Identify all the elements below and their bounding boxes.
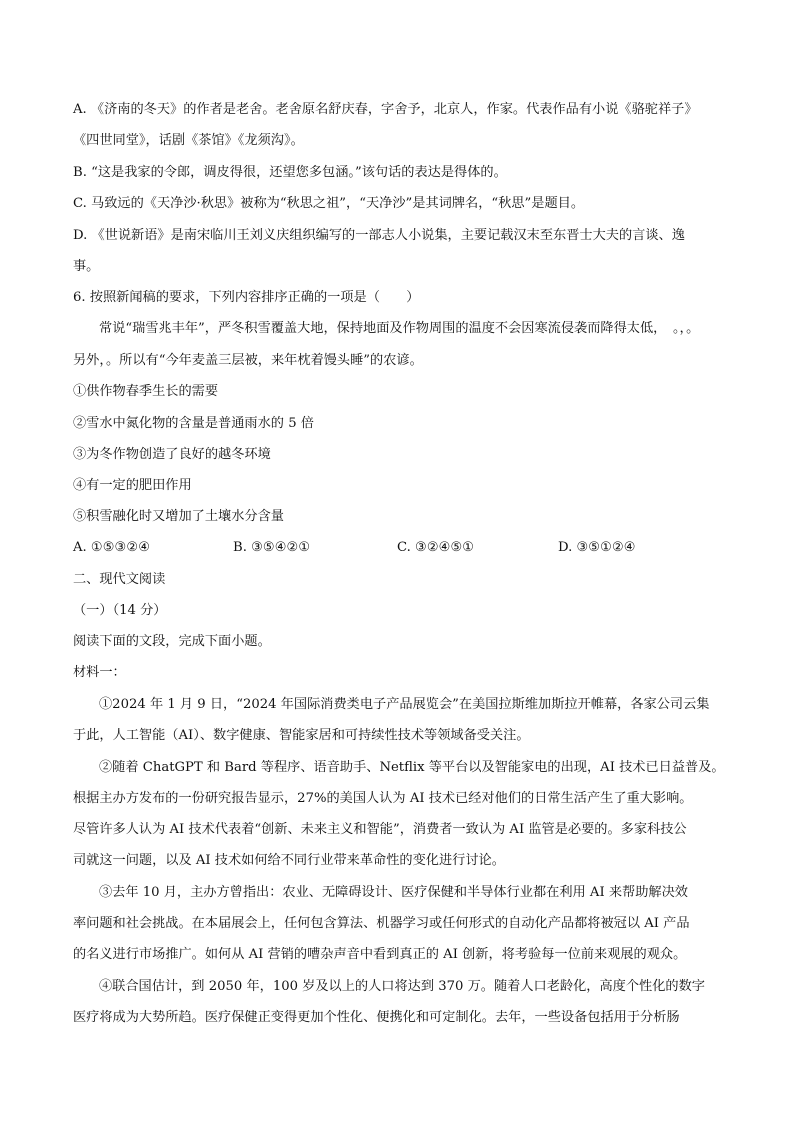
material-paragraph-3-cont: 率问题和社会挑战。在本届展会上，任何包含算法、机器学习或任何形式的自动化产品都将被冠以 AI 产品 [73, 916, 690, 931]
section-heading: 二、现代文阅读 [73, 572, 166, 587]
material-paragraph-4: ④联合国估计，到 2050 年，100 岁及以上的人口将达到 370 万。随着人口老龄化，高度个性化的数字 [99, 979, 705, 994]
q5-option-c: C. 马致远的《天净沙·秋思》被称为“秋思之祖”，“天净沙”是其词牌名，“秋思”是题目。 [73, 196, 585, 211]
material-label: 材料一： [73, 665, 126, 680]
material-paragraph-2-cont: 根据主办方发布的一份研究报告显示，27%的美国人认为 AI 技术已经对他们的日常生活产生了重大影响。 [73, 791, 693, 806]
material-paragraph-2: ②随着 ChatGPT 和 Bard 等程序、语音助手、Netflix 等平台以及智能家电的出现，AI 技术已日益普及。 [99, 760, 725, 775]
q6-choice-c: C. ③②④⑤① [397, 540, 475, 555]
section-sub: （一）（14 分） [73, 603, 167, 618]
q5-option-d-line1: D. 《世说新语》是南宋临川王刘义庆组织编写的一部志人小说集，主要记载汉末至东晋士大夫的言谈、逸 [73, 228, 685, 243]
material-paragraph-1-cont: 于此，人工智能（AI）、数字健康、智能家居和可持续性技术等领域备受关注。 [73, 728, 530, 743]
material-paragraph-4-cont: 医疗将成为大势所趋。医疗保健正变得更加个性化、便携化和可定制化。去年，一些设备包括用于分析肠 [73, 1010, 680, 1025]
material-paragraph-2-cont: 尽管许多人认为 AI 技术代表着“创新、未来主义和智能”，消费者一致认为 AI 监管是必要的。多家科技公 [73, 822, 687, 837]
q5-option-b: B. “这是我家的令郎，调皮得很，还望您多包涵。”该句话的表达是得体的。 [73, 165, 507, 180]
reading-instruction: 阅读下面的文段，完成下面小题。 [73, 634, 271, 649]
q6-stem: 6. 按照新闻稿的要求，下列内容排序正确的一项是（ ） [73, 290, 420, 305]
q6-choice-a: A. ①⑤③②④ [73, 540, 151, 555]
material-paragraph-1: ①2024 年 1 月 9 日，“2024 年国际消费类电子产品展览会”在美国拉斯维加斯拉开帷幕，各家公司云集 [99, 697, 710, 712]
material-paragraph-2-cont: 司就这一问题，以及 AI 技术如何给不同行业带来革命性的变化进行讨论。 [73, 853, 505, 868]
q5-option-a-line1: A. 《济南的冬天》的作者是老舍。老舍原名舒庆春，字舍予，北京人，作家。代表作品有小说《骆驼祥子》 [73, 102, 698, 117]
material-paragraph-3-cont: 的名义进行市场推广。如何从 AI 营销的嘈杂声音中看到真正的 AI 创新，将考验每一位前来观展的观众。 [73, 947, 687, 962]
q5-option-d-line2: 事。 [73, 259, 100, 274]
q6-passage-line1: 常说“瑞雪兆丰年”，严冬积雪覆盖大地，保持地面及作物周围的温度不会因寒流侵袭而降得太低， 。，。 [99, 321, 700, 336]
material-paragraph-3: ③去年 10 月，主办方曾指出：农业、无障碍设计、医疗保健和半导体行业都在利用 AI 来帮助解决效 [99, 885, 688, 900]
q6-item: ③为冬作物创造了良好的越冬环境 [73, 447, 271, 462]
q5-option-a-line2: 《四世同堂》，话剧《茶馆》《龙须沟》。 [73, 133, 304, 148]
q6-passage-line2: 另外，。所以有“今年麦盖三层被，来年枕着馒头睡”的农谚。 [73, 353, 423, 368]
q6-item: ②雪水中氮化物的含量是普通雨水的 5 倍 [73, 416, 314, 431]
q6-item: ⑤积雪融化时又增加了土壤水分含量 [73, 509, 284, 524]
q6-choice-d: D. ③⑤①②④ [558, 540, 636, 555]
q6-item: ④有一定的肥田作用 [73, 478, 192, 493]
q6-choice-b: B. ③⑤④②① [233, 540, 311, 555]
q6-item: ①供作物春季生长的需要 [73, 384, 219, 399]
